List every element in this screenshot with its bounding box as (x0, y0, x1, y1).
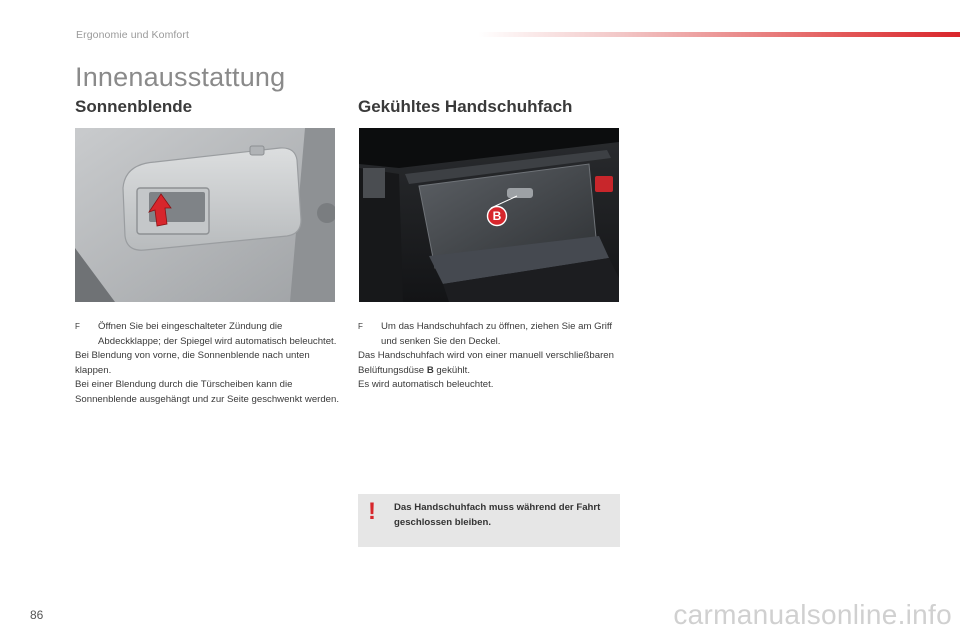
exclamation-icon: ! (368, 498, 376, 525)
page-number: 86 (30, 608, 44, 622)
glovebox-illustration (359, 128, 619, 302)
heading-sonnenblende: Sonnenblende (75, 97, 193, 116)
section-header: Ergonomie und Komfort (76, 29, 189, 41)
handschuhfach-text (358, 320, 623, 393)
page-title: Innenausstattung (75, 62, 286, 92)
handschuhfach-paragraph-1: Das Handschuhfach wird von einer manuell verschließbaren Belüftungsdüse B gekühlt. (358, 350, 614, 376)
warning-text: Das Handschuhfach muss während der Fahrt geschlossen bleiben. (394, 502, 601, 528)
sonnenblende-text (75, 320, 340, 408)
warning-notice (358, 494, 620, 547)
marker-b-label: B (492, 209, 502, 224)
bullet-marker: F (358, 322, 363, 331)
header-accent-bar (478, 32, 960, 37)
sun-visor-photo (75, 128, 335, 302)
bullet-marker: F (75, 322, 80, 331)
handschuhfach-paragraph-2: Es wird automatisch beleuchtet. (358, 379, 494, 391)
handschuhfach-bullet: F Um das Handschuhfach zu öffnen, ziehen Sie am Griff und senken Sie den Deckel. (358, 321, 613, 347)
glovebox-photo (359, 128, 619, 302)
sonnenblende-paragraph-2: Bei einer Blendung durch die Türscheiben kann die Sonnenblende ausgehängt und zur Seite geschwenkt werden. (75, 379, 340, 405)
sonnenblende-bullet: F Öffnen Sie bei eingeschalteter Zündung die Abdeckklappe; der Spiegel wird automatisch beleuchtet. (75, 321, 337, 347)
sun-visor-illustration (75, 128, 335, 302)
watermark: carmanualsonline.info (673, 599, 952, 630)
heading-handschuhfach: Gekühltes Handschuhfach (358, 97, 573, 116)
sonnenblende-paragraph-1: Bei Blendung von vorne, die Sonnenblende nach unten klappen. (75, 350, 310, 376)
